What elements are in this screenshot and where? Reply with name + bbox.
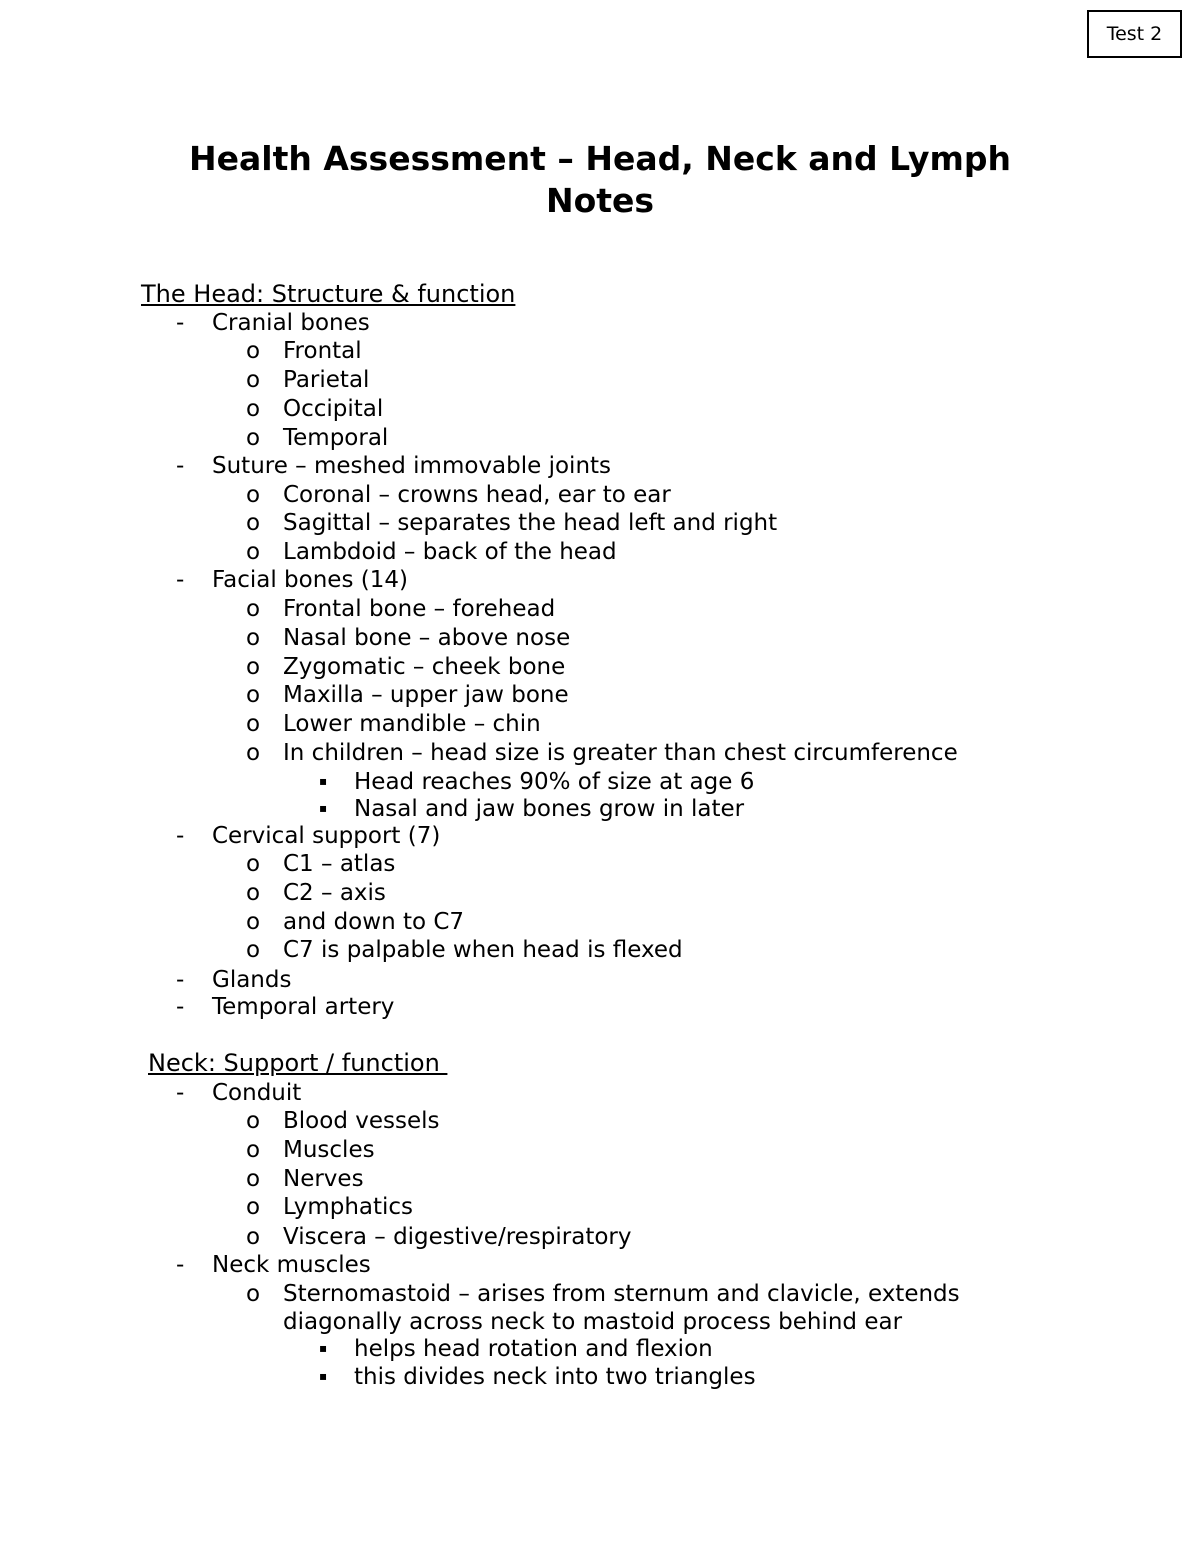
list-item: C1 – atlas bbox=[283, 851, 396, 877]
list-item: C2 – axis bbox=[283, 880, 386, 906]
test-label-box bbox=[1087, 10, 1182, 58]
list-item: Lambdoid – back of the head bbox=[283, 539, 617, 565]
circle-marker: o bbox=[246, 596, 261, 622]
list-item: Coronal – crowns head, ear to ear bbox=[283, 482, 671, 508]
cervical-support-item: Cervical support (7) bbox=[212, 823, 441, 849]
circle-marker: o bbox=[246, 937, 261, 963]
suture-item: Suture – meshed immovable joints bbox=[212, 453, 612, 479]
list-item: Lymphatics bbox=[283, 1194, 414, 1220]
conduit-item: Conduit bbox=[212, 1080, 302, 1106]
sub-list-item: Nasal and jaw bones grow in later bbox=[354, 796, 745, 822]
facial-bones-item: Facial bones (14) bbox=[212, 567, 408, 593]
circle-marker: o bbox=[246, 482, 261, 508]
list-item: In children – head size is greater than chest circumference bbox=[283, 740, 958, 766]
title-line-2: Notes bbox=[545, 181, 655, 220]
square-marker: ▪ bbox=[319, 1369, 328, 1383]
sub-list-item: helps head rotation and flexion bbox=[354, 1336, 713, 1362]
circle-marker: o bbox=[246, 1166, 261, 1192]
circle-marker: o bbox=[246, 510, 261, 536]
list-item: Viscera – digestive/respiratory bbox=[283, 1224, 632, 1250]
list-item: Blood vessels bbox=[283, 1108, 440, 1134]
list-item: Parietal bbox=[283, 367, 370, 393]
circle-marker: o bbox=[246, 851, 261, 877]
list-item: Muscles bbox=[283, 1137, 375, 1163]
square-marker: ▪ bbox=[319, 774, 328, 788]
list-item-continuation: diagonally across neck to mastoid process behind ear bbox=[283, 1309, 903, 1335]
list-item: Sagittal – separates the head left and right bbox=[283, 510, 778, 536]
square-marker: ▪ bbox=[319, 1341, 328, 1355]
list-item: Nasal bone – above nose bbox=[283, 625, 571, 651]
circle-marker: o bbox=[246, 1194, 261, 1220]
list-item: Frontal bbox=[283, 338, 362, 364]
list-item: Sternomastoid – arises from sternum and clavicle, extends bbox=[283, 1281, 960, 1307]
dash-marker: - bbox=[176, 967, 185, 993]
dash-marker: - bbox=[176, 453, 185, 479]
page-title bbox=[100, 138, 1100, 222]
circle-marker: o bbox=[246, 338, 261, 364]
dash-marker: - bbox=[176, 310, 185, 336]
circle-marker: o bbox=[246, 654, 261, 680]
cranial-bones-item: Cranial bones bbox=[212, 310, 370, 336]
temporal-artery-item: Temporal artery bbox=[212, 994, 395, 1020]
list-item: Temporal bbox=[283, 425, 389, 451]
circle-marker: o bbox=[246, 740, 261, 766]
circle-marker: o bbox=[246, 711, 261, 737]
circle-marker: o bbox=[246, 625, 261, 651]
circle-marker: o bbox=[246, 1224, 261, 1250]
circle-marker: o bbox=[246, 425, 261, 451]
list-item: C7 is palpable when head is flexed bbox=[283, 937, 683, 963]
sub-list-item: Head reaches 90% of size at age 6 bbox=[354, 769, 755, 795]
dash-marker: - bbox=[176, 823, 185, 849]
circle-marker: o bbox=[246, 682, 261, 708]
circle-marker: o bbox=[246, 880, 261, 906]
list-item: Frontal bone – forehead bbox=[283, 596, 556, 622]
list-item: and down to C7 bbox=[283, 909, 465, 935]
neck-muscles-item: Neck muscles bbox=[212, 1252, 371, 1278]
head-section-heading: The Head: Structure & function bbox=[141, 280, 516, 308]
square-marker: ▪ bbox=[319, 801, 328, 815]
list-item: Nerves bbox=[283, 1166, 364, 1192]
circle-marker: o bbox=[246, 1108, 261, 1134]
neck-section-heading: Neck: Support / function bbox=[148, 1049, 448, 1077]
list-item: Lower mandible – chin bbox=[283, 711, 541, 737]
list-item: Maxilla – upper jaw bone bbox=[283, 682, 569, 708]
dash-marker: - bbox=[176, 1252, 185, 1278]
circle-marker: o bbox=[246, 539, 261, 565]
dash-marker: - bbox=[176, 567, 185, 593]
glands-item: Glands bbox=[212, 967, 292, 993]
test-label: Test 2 bbox=[1106, 23, 1163, 45]
circle-marker: o bbox=[246, 1137, 261, 1163]
dash-marker: - bbox=[176, 994, 185, 1020]
list-item: Zygomatic – cheek bone bbox=[283, 654, 566, 680]
list-item: Occipital bbox=[283, 396, 384, 422]
circle-marker: o bbox=[246, 396, 261, 422]
circle-marker: o bbox=[246, 367, 261, 393]
circle-marker: o bbox=[246, 909, 261, 935]
dash-marker: - bbox=[176, 1080, 185, 1106]
circle-marker: o bbox=[246, 1281, 261, 1307]
title-line-1: Health Assessment – Head, Neck and Lymph bbox=[189, 139, 1011, 178]
sub-list-item: this divides neck into two triangles bbox=[354, 1364, 756, 1390]
